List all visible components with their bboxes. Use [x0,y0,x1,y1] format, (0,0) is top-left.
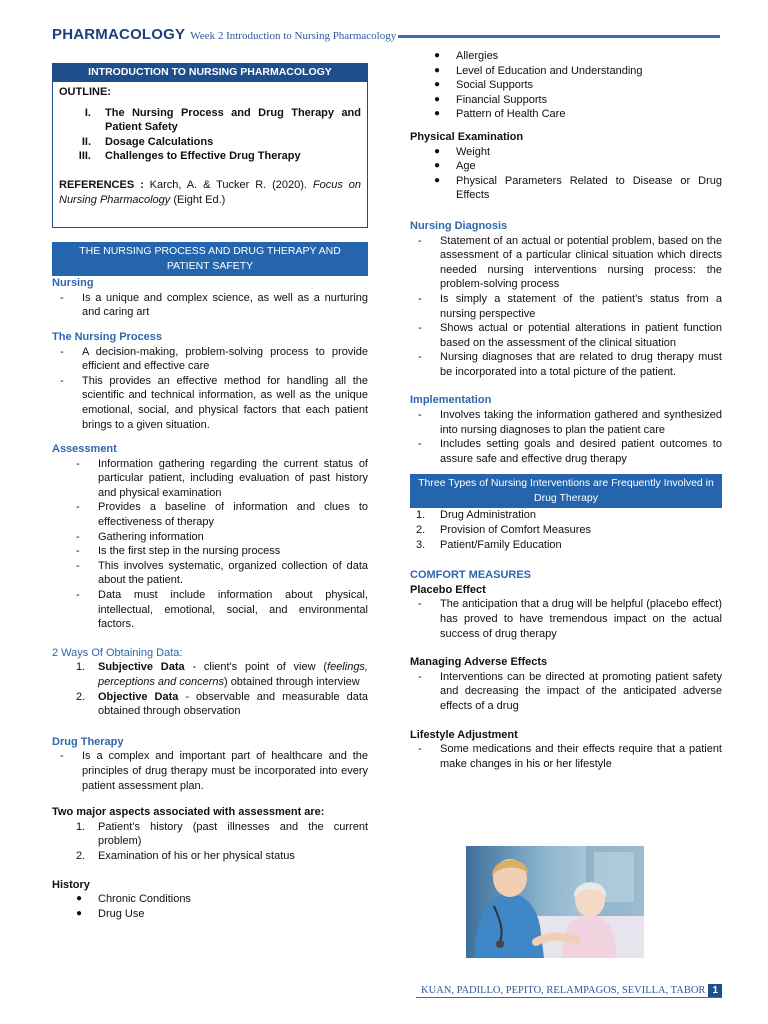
list-item: 2. Objective Data - observable and measurable data obtained through observation [76,690,369,718]
list-item: - This involves systematic, organized collection of data about the patient. [52,559,368,588]
outline-box [52,81,368,228]
outline-item: I. The Nursing Process and Drug Therapy and Patient Safety [84,106,361,134]
list-item: - Nursing diagnoses that are related to drug therapy must be incorporated into a total picture of the patient. [410,350,722,379]
reference-title: Focus on Nursing Pharmacology [59,178,362,206]
heading-assessment: Assessment [52,443,117,456]
interventions-list [410,508,722,552]
intro-title: INTRODUCTION TO NURSING PHARMACOLOGY [52,63,368,81]
history-list-a [52,892,368,921]
ways-list [52,660,368,718]
list-item: ● Age [410,159,722,174]
footer-authors: KUAN, PADILLO, PEPITO, RELAMPAGOS, SEVILLA, TABOR [420,985,706,996]
heading-managing-adverse-effects: Managing Adverse Effects [410,656,548,669]
assessment-list [52,457,368,632]
footer-rule [416,997,722,998]
heading-ways-of-obtaining-data: 2 Ways Of Obtaining Data: [52,646,183,659]
list-item: 2. Examination of his or her physical status [76,849,295,862]
right-column [410,49,722,771]
list-item: - Shows actual or potential alterations in patient function based on the assessment of the clinical situation [410,321,722,350]
course-title: PHARMACOLOGY [52,26,186,43]
heading-major-aspects: Two major aspects associated with assessment are: [52,806,325,819]
header-rule [398,35,720,38]
references [59,178,361,207]
list-item: - Some medications and their effects require that a patient make changes in his or her lifestyle [410,742,722,771]
page-number: 1 [708,984,722,997]
physical-list [410,145,722,203]
implementation-list [410,408,722,466]
outline-item: II. Dosage Calculations [81,135,214,148]
list-item: 1. Drug Administration [416,509,536,522]
lifestyle-list [410,742,722,771]
adverse-list [410,670,722,714]
list-item: - Provides a baseline of information and clues to effectiveness of therapy [52,500,368,529]
list-item: - Is the first step in the nursing process [52,544,368,559]
nurse-patient-illustration [466,846,644,958]
heading-physical-examination: Physical Examination [410,130,524,143]
heading-nursing-diagnosis: Nursing Diagnosis [410,219,508,232]
aspects-list [52,820,368,864]
list-item: ● Level of Education and Understanding [410,64,722,79]
nursing-list [52,291,368,320]
list-item: - Includes setting goals and desired patient outcomes to assure safe and effective drug therapy [410,437,722,466]
heading-implementation: Implementation [410,394,492,407]
nursing-process-list [52,345,368,433]
heading-history: History [52,878,90,891]
reference-authors: Karch, A. & Tucker R. (2020). [149,178,307,191]
list-item: 3. Patient/Family Education [416,538,562,551]
heading-comfort-measures: COMFORT MEASURES [410,569,531,582]
list-item: - Is simply a statement of the patient’s status from a nursing perspective [410,292,722,321]
list-item: ● Allergies [410,49,722,64]
list-item: - Gathering information [52,530,368,545]
interventions-title: Three Types of Nursing Interventions are Frequently Involved in Drug Therapy [410,474,722,508]
list-item: - Is a unique and complex science, as well as a nurturing and caring art [52,291,368,320]
references-label: REFERENCES : [59,178,144,191]
heading-placebo-effect: Placebo Effect [410,583,486,596]
reference-edition: (Eight Ed.) [173,193,226,206]
list-item: ● Pattern of Health Care [410,107,722,122]
diagnosis-list [410,234,722,380]
outline-item: III. Challenges to Effective Drug Therapy [78,150,301,163]
heading-nursing: Nursing [52,277,94,290]
week-subtitle: Week 2 Introduction to Nursing Pharmacology [190,30,397,42]
list-item: - Is a complex and important part of healthcare and the principles of drug therapy must be incorporated into every patient assessment plan. [52,749,368,793]
list-item: 1. Subjective Data - client's point of view (feelings, perceptions and concerns) obtained through interview [76,661,368,688]
left-column [52,63,368,921]
list-item: - This provides an effective method for handling all the scientific and technical information, as well as the unique emotional, social, and physical factors that each patient brings to a given situation. [52,374,368,432]
list-item: - The anticipation that a drug will be helpful (placebo effect) has proved to have tremendous impact on the actual success of drug therapy [410,597,722,641]
page-header [52,28,396,44]
list-item: - A decision-making, problem-solving process to provide efficient and effective care [52,345,368,374]
list-item: 1. Patient’s history (past illnesses and the current problem) [76,820,368,848]
list-item: - Data must include information about physical, intellectual, emotional, social, and environmental factors. [52,588,368,632]
list-item: ● Financial Supports [410,93,722,108]
list-item: 2. Provision of Comfort Measures [416,524,591,537]
list-item: ● Weight [410,145,722,160]
heading-lifestyle-adjustment: Lifestyle Adjustment [410,728,518,741]
list-item: ● Social Supports [410,78,722,93]
nurse-patient-photo [466,846,644,958]
section-title-nursing-process: THE NURSING PROCESS AND DRUG THERAPY AND PATIENT SAFETY [52,242,368,276]
list-item: ● Physical Parameters Related to Disease or Drug Effects [410,174,722,203]
list-item: - Statement of an actual or potential problem, based on the assessment of a particular clinical situation which directs needed nursing interventions nursing process: the problem-solving process [410,234,722,292]
drug-therapy-list [52,749,368,793]
list-item: - Interventions can be directed at promoting patient safety and decreasing the impact of the anticipated adverse effects of a drug [410,670,722,714]
list-item: ● Drug Use [52,907,368,922]
list-item: - Involves taking the information gathered and synthesized into nursing diagnoses to plan the patient care [410,408,722,437]
history-list-b [410,49,722,122]
outline-list [59,106,361,164]
list-item: - Information gathering regarding the current status of particular patient, including evaluation of past history and physical examination [52,457,368,501]
list-item: ● Chronic Conditions [52,892,368,907]
outline-label: OUTLINE: [59,86,111,98]
heading-nursing-process: The Nursing Process [52,330,163,343]
placebo-list [410,597,722,641]
heading-drug-therapy: Drug Therapy [52,735,124,748]
